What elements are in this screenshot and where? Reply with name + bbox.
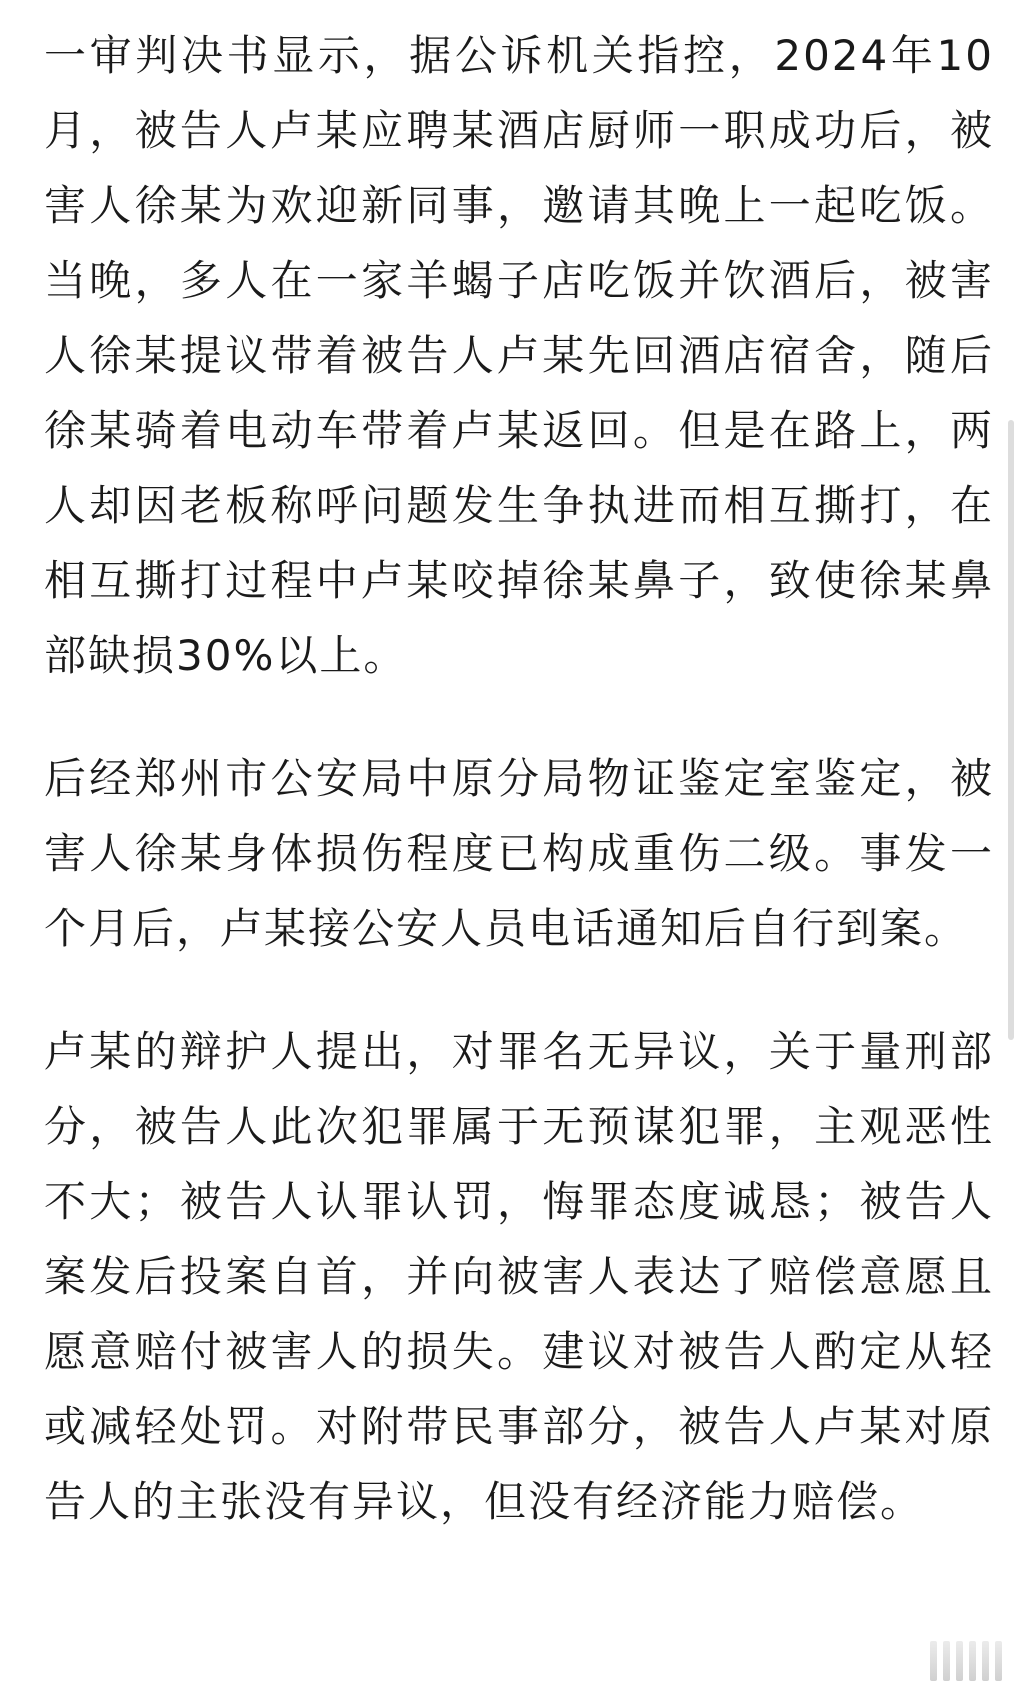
watermark-bar — [956, 1641, 963, 1681]
watermark-bar — [943, 1641, 950, 1681]
watermark-bar — [982, 1641, 989, 1681]
watermark-bar — [969, 1641, 976, 1681]
paragraph-defense: 卢某的辩护人提出，对罪名无异议，关于量刑部分，被告人此次犯罪属于无预谋犯罪，主观恶性不大；被告人认罪认罚，悔罪态度诚恳；被告人案发后投案自首，并向被害人表达了赔偿意愿且愿意赔付被害人的损失。建议对被告人酌定从轻或减轻处罚。对附带民事部分，被告人卢某对原告人的主张没有异议，但没有经济能力赔偿。 — [44, 1027, 994, 1526]
paragraph-indictment: 一审判决书显示，据公诉机关指控，2024年10月，被告人卢某应聘某酒店厨师一职成功后，被害人徐某为欢迎新同事，邀请其晚上一起吃饭。当晚，多人在一家羊蝎子店吃饭并饮酒后，被害人徐某提议带着被告人卢某先回酒店宿舍，随后徐某骑着电动车带着卢某返回。但是在路上，两人却因老板称呼问题发生争执进而相互撕打，在相互撕打过程中卢某咬掉徐某鼻子，致使徐某鼻部缺损30%以上。 — [44, 31, 994, 680]
article-body — [44, 18, 994, 1539]
scrollbar[interactable] — [1008, 420, 1014, 1040]
watermark-bar — [995, 1641, 1002, 1681]
paragraph-appraisal: 后经郑州市公安局中原分局物证鉴定室鉴定，被害人徐某身体损伤程度已构成重伤二级。事发一个月后，卢某接公安人员电话通知后自行到案。 — [44, 754, 994, 953]
watermark-bar — [930, 1641, 937, 1681]
watermark-bars-icon — [930, 1641, 1002, 1681]
